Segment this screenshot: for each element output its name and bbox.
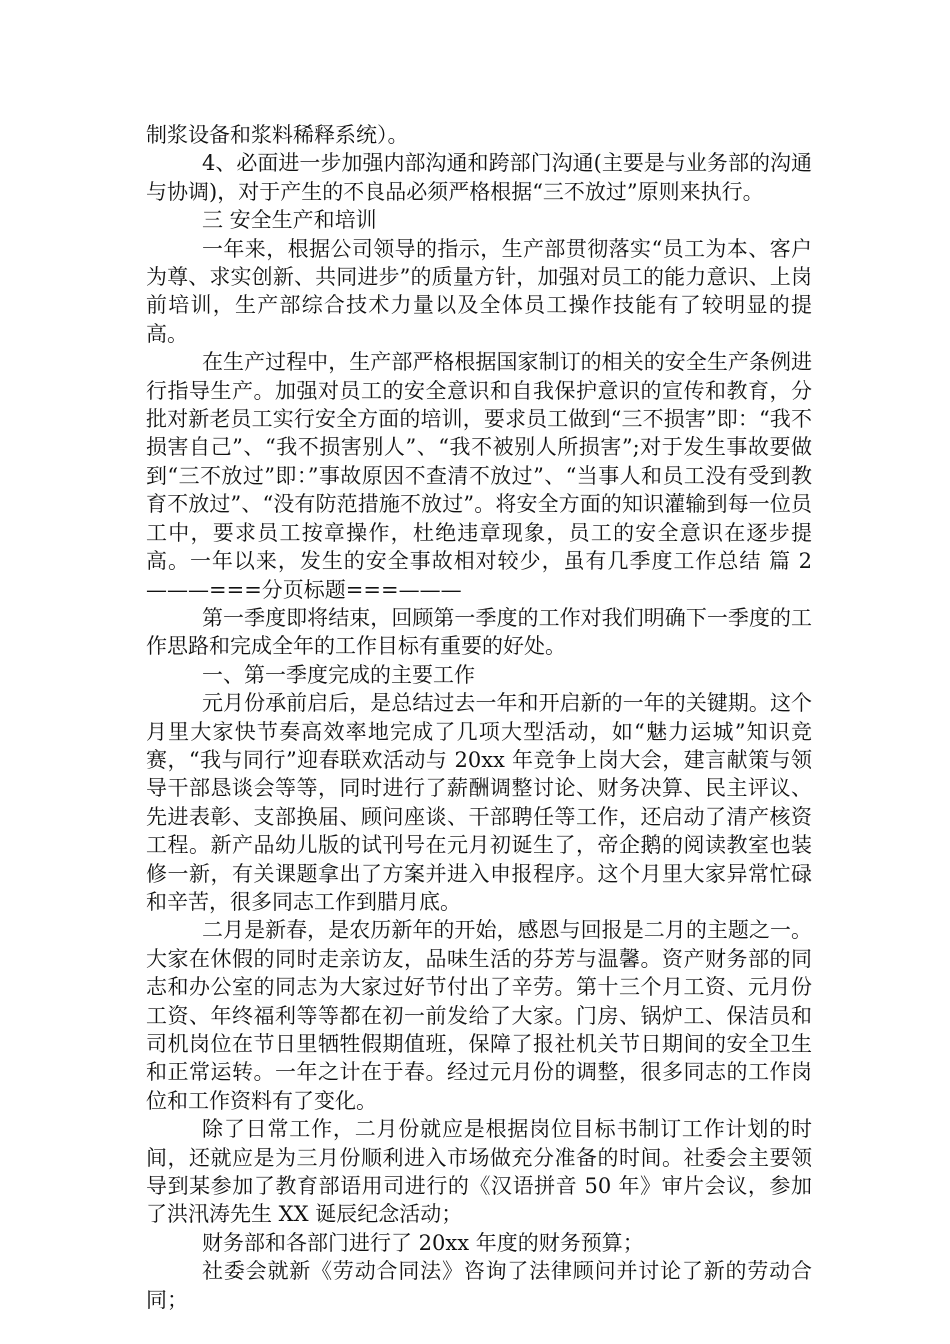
section-heading-q1-work: 一、第一季度完成的主要工作 (202, 662, 475, 687)
document-body (146, 121, 812, 1314)
paragraph-11: 财务部和各部门进行了 20xx 年度的财务预算； (202, 1230, 644, 1255)
paragraph-6: 第一季度即将结束，回顾第一季度的工作对我们明确下一季度的工作思路和完成全年的工作目标有重要的好处。 (146, 605, 812, 659)
section-heading-safety: 三 安全生产和培训 (202, 208, 377, 233)
paragraph-5: 在生产过程中，生产部严格根据国家制订的相关的安全生产条例进行指导生产。加强对员工的安全意识和自我保护意识的宣传和教育，分批对新老员工实行安全方面的培训，要求员工做到“三不损害”即：“我不损害自己”、“我不损害别人”、“我不被别人所损害”;对于发生事故要做到“三不放过”即：”事故原因不查清不放过”、“当事人和员工没有受到教育不放过”、“没有防范措施不放过”。将安全方面的知识灌输到每一位员工中，要求员工按章操作，杜绝违章现象，员工的安全意识在逐步提高。一年以来，发生的安全事故相对较少，虽有几季度工作总结 篇 2———===分页标题===——— (146, 350, 812, 602)
paragraph-4: 一年来，根据公司领导的指示，生产部贯彻落实“员工为本、客户为尊、求实创新、共同进步”的质量方针，加强对员工的能力意识、上岗前培训，生产部综合技术力量以及全体员工操作技能有了较明显的提高。 (146, 236, 812, 346)
paragraph-9: 二月是新春，是农历新年的开始，感恩与回报是二月的主题之一。大家在休假的同时走亲访友，品味生活的芬芳与温馨。资产财务部的同志和办公室的同志为大家过好节付出了辛劳。第十三个月工资、元月份工资、年终福利等等都在初一前发给了大家。门房、锅炉工、保洁员和司机岗位在节日里牺牲假期值班，保障了报社机关节日期间的安全卫生和正常运转。一年之计在于春。经过元月份的调整，很多同志的工作岗位和工作资料有了变化。 (146, 918, 812, 1113)
paragraph-8: 元月份承前启后，是总结过去一年和开启新的一年的关键期。这个月里大家快节奏高效率地完成了几项大型活动，如“魅力运城”知识竞赛，“我与同行”迎春联欢活动与 20xx 年竞争上岗大会，建言献策与领导干部恳谈会等等，同时进行了薪酬调整讨论、财务决算、民主评议、先进表彰、支部换届、顾问座谈、干部聘任等工作，还启动了清产核资工程。新产品幼儿版的试刊号在元月初诞生了，帝企鹅的阅读教室也装修一新，有关课题拿出了方案并进入申报程序。这个月里大家异常忙碌和辛苦，很多同志工作到腊月底。 (146, 691, 812, 914)
paragraph-1: 制浆设备和浆料稀释系统）。 (146, 123, 409, 147)
paragraph-10: 除了日常工作，二月份就应是根据岗位目标书制订工作计划的时间，还就应是为三月份顺利进入市场做充分准备的时间。社委会主要领导到某参加了教育部语用司进行的《汉语拼音 50 年》审片会议，参加了洪汛涛先生 XX 诞辰纪念活动； (146, 1117, 812, 1227)
paragraph-12: 社委会就新《劳动合同法》咨询了法律顾问并讨论了新的劳动合同； (146, 1259, 812, 1312)
paragraph-2: 4、必面进一步加强内部沟通和跨部门沟通(主要是与业务部的沟通与协调)，对于产生的不良品必须严格根据“三不放过”原则来执行。 (146, 151, 812, 204)
